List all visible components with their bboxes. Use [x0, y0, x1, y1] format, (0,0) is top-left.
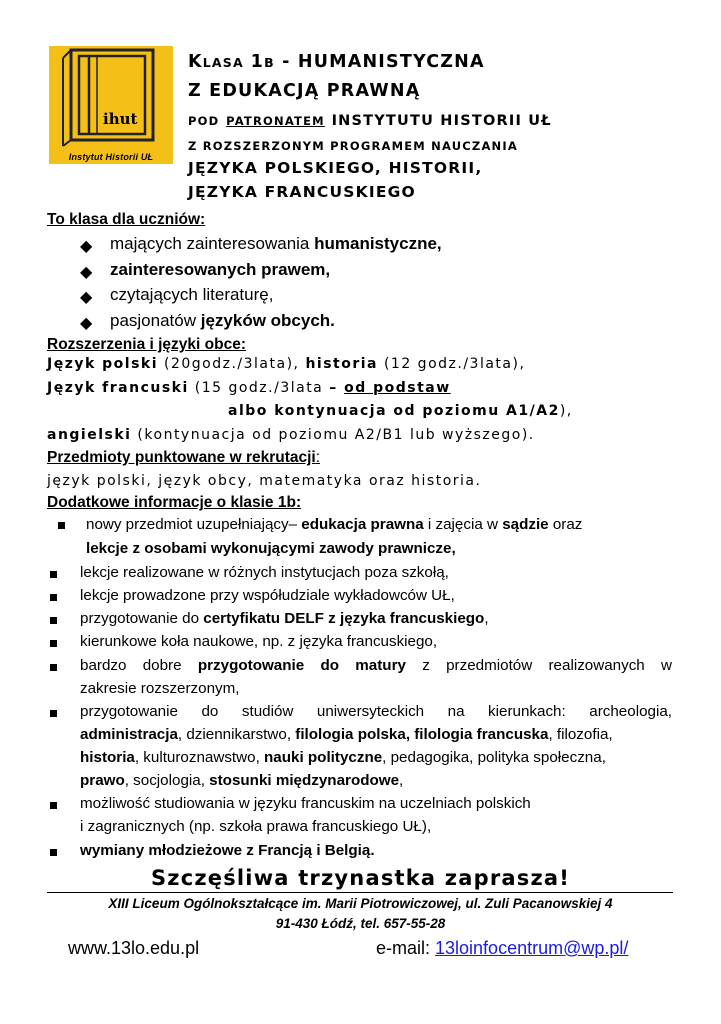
- institute-logo: [49, 46, 173, 164]
- square-bullet-icon: [50, 802, 57, 809]
- header-line-1: KLASA 1B - HUMANISTYCZNA: [188, 52, 485, 72]
- target-heading: To klasa dla uczniów:: [47, 211, 206, 228]
- extensions-line-3: albo kontynuacja od poziomu A1/A2),: [228, 403, 573, 419]
- logo-caption: Instytut Historii UŁ: [68, 152, 154, 162]
- diamond-bullet-icon: ◆: [80, 289, 93, 306]
- scored-heading: Przedmioty punktowane w rekrutacji:: [47, 449, 321, 466]
- logo-mark: ihut: [103, 110, 138, 128]
- square-bullet-icon: [50, 849, 57, 856]
- closing-slogan: Szczęśliwa trzynastka zaprasza!: [150, 866, 571, 890]
- extra-item: nowy przedmiot uzupełniający– edukacja prawna i zajęcia w sądzie oraz: [86, 516, 583, 533]
- extra-item: możliwość studiowania w języku francuskim na uczelniach polskich: [80, 795, 531, 812]
- email-row: [376, 938, 628, 959]
- header-line-6: JĘZYKA FRANCUSKIEGO: [188, 183, 416, 201]
- square-bullet-icon: [58, 522, 65, 529]
- extra-item: wymiany młodzieżowe z Francją i Belgią.: [80, 842, 375, 859]
- extra-heading: Dodatkowe informacje o klasie 1b:: [47, 494, 302, 511]
- extra-item-cont: zakresie rozszerzonym,: [80, 680, 240, 697]
- extra-item: przygotowanie do certyfikatu DELF z języka francuskiego,: [80, 610, 489, 627]
- diamond-bullet-icon: ◆: [80, 238, 93, 255]
- square-bullet-icon: [50, 617, 57, 624]
- extra-item-cont: lekcje z osobami wykonującymi zawody prawnicze,: [86, 540, 456, 557]
- extensions-line-4: angielski (kontynuacja od poziomu A2/B1 lub wyższego).: [47, 427, 535, 443]
- square-bullet-icon: [50, 664, 57, 671]
- header-line-4: Z ROZSZERZONYM PROGRAMEM NAUCZANIA: [188, 139, 518, 153]
- diamond-bullet-icon: ◆: [80, 315, 93, 332]
- extensions-heading: Rozszerzenia i języki obce:: [47, 336, 246, 353]
- square-bullet-icon: [50, 710, 57, 717]
- email-link[interactable]: 13loinfocentrum@wp.pl/: [435, 938, 629, 958]
- address-line-2: 91-430 Łódź, tel. 657-55-28: [275, 916, 446, 931]
- extra-item: bardzo dobre przygotowanie do matury z przedmiotów realizowanych w: [80, 657, 672, 674]
- extra-item-cont: i zagranicznych (np. szkoła prawa francuskiego UŁ),: [80, 818, 432, 835]
- header-line-2: Z EDUKACJĄ PRAWNĄ: [188, 81, 421, 101]
- extra-item-cont: prawo, socjologia, stosunki międzynarodowe,: [80, 772, 404, 789]
- extra-item: lekcje realizowane w różnych instytucjach poza szkołą,: [80, 564, 449, 581]
- scored-text: język polski, język obcy, matematyka oraz historia.: [47, 473, 482, 489]
- email-label: e-mail:: [376, 938, 436, 958]
- extensions-line-2: Język francuski (15 godz./3lata – od podstaw: [47, 380, 451, 396]
- divider: [47, 892, 673, 893]
- target-item: pasjonatów języków obcych.: [110, 311, 335, 330]
- target-item: czytających literaturę,: [110, 285, 274, 304]
- square-bullet-icon: [50, 594, 57, 601]
- extensions-line-1: Język polski (20godz./3lata), historia (12 godz./3lata),: [47, 356, 526, 372]
- target-item: mających zainteresowania humanistyczne,: [110, 234, 442, 253]
- extra-item: kierunkowe koła naukowe, np. z języka francuskiego,: [80, 633, 438, 650]
- website-link[interactable]: www.13lo.edu.pl: [68, 938, 200, 958]
- logo-door-icon: [49, 46, 173, 150]
- diamond-bullet-icon: ◆: [80, 264, 93, 281]
- square-bullet-icon: [50, 571, 57, 578]
- square-bullet-icon: [50, 640, 57, 647]
- extra-item-cont: historia, kulturoznawstwo, nauki polityczne, pedagogika, polityka społeczna,: [80, 749, 606, 766]
- extra-item: lekcje prowadzone przy współudziale wykładowców UŁ,: [80, 587, 455, 604]
- target-item: zainteresowanych prawem,: [110, 260, 331, 279]
- header-line-3: POD PATRONATEM INSTYTUTU HISTORII UŁ: [188, 113, 552, 129]
- extra-item-cont: administracja, dziennikarstwo, filologia polska, filologia francuska, filozofia,: [80, 726, 613, 743]
- address-line-1: XIII Liceum Ogólnokształcące im. Marii Piotrowiczowej, ul. Zuli Pacanowskiej 4: [108, 896, 613, 911]
- header-line-5: JĘZYKA POLSKIEGO, HISTORII,: [188, 159, 483, 177]
- extra-item: przygotowanie do studiów uniwersyteckich na kierunkach: archeologia,: [80, 703, 672, 720]
